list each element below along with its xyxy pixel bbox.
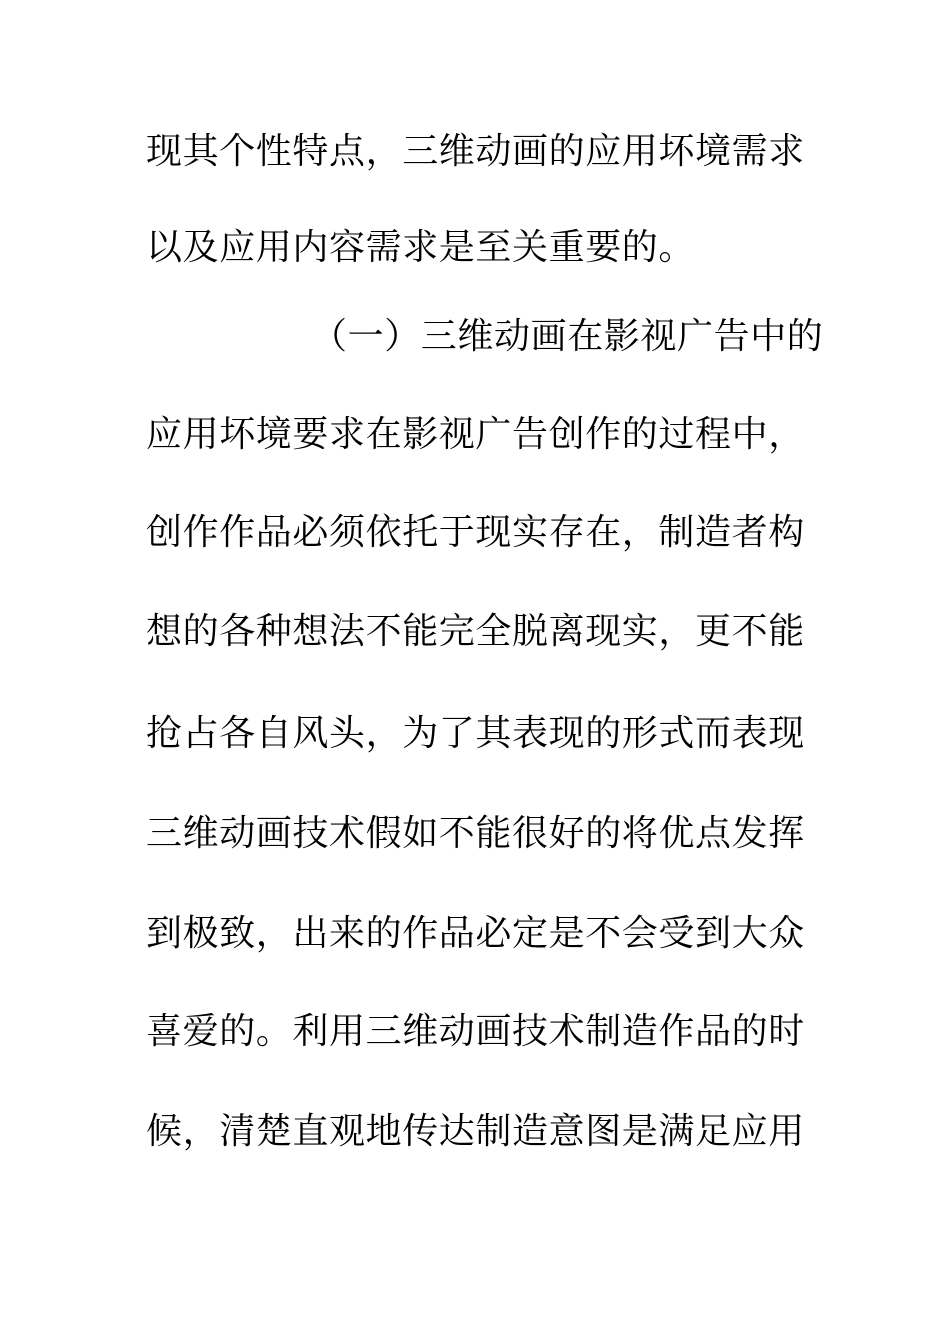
text-line-7: 抢占各自风头，为了其表现的形式而表现 [146,713,805,754]
section-heading: （一）三维动画在影视广告中的 [311,316,824,357]
text-line-6: 想的各种想法不能完全脱离现实，更不能 [146,611,805,652]
text-line-4: 应用坏境要求在影视广告创作的过程中， [146,414,805,455]
text-line-5: 创作作品必须依托于现实存在，制造者构 [146,512,805,553]
text-line-2: 以及应用内容需求是至关重要的。 [146,227,696,268]
text-line-9: 到极致，出来的作品必定是不会受到大众 [146,913,805,954]
text-line-1: 现其个性特点，三维动画的应用坏境需求 [146,131,805,172]
text-line-8: 三维动画技术假如不能很好的将优点发挥 [146,813,805,854]
text-line-10: 喜爱的。利用三维动画技术制造作品的时 [146,1011,805,1052]
text-line-11: 候，清楚直观地传达制造意图是满足应用 [146,1111,805,1152]
